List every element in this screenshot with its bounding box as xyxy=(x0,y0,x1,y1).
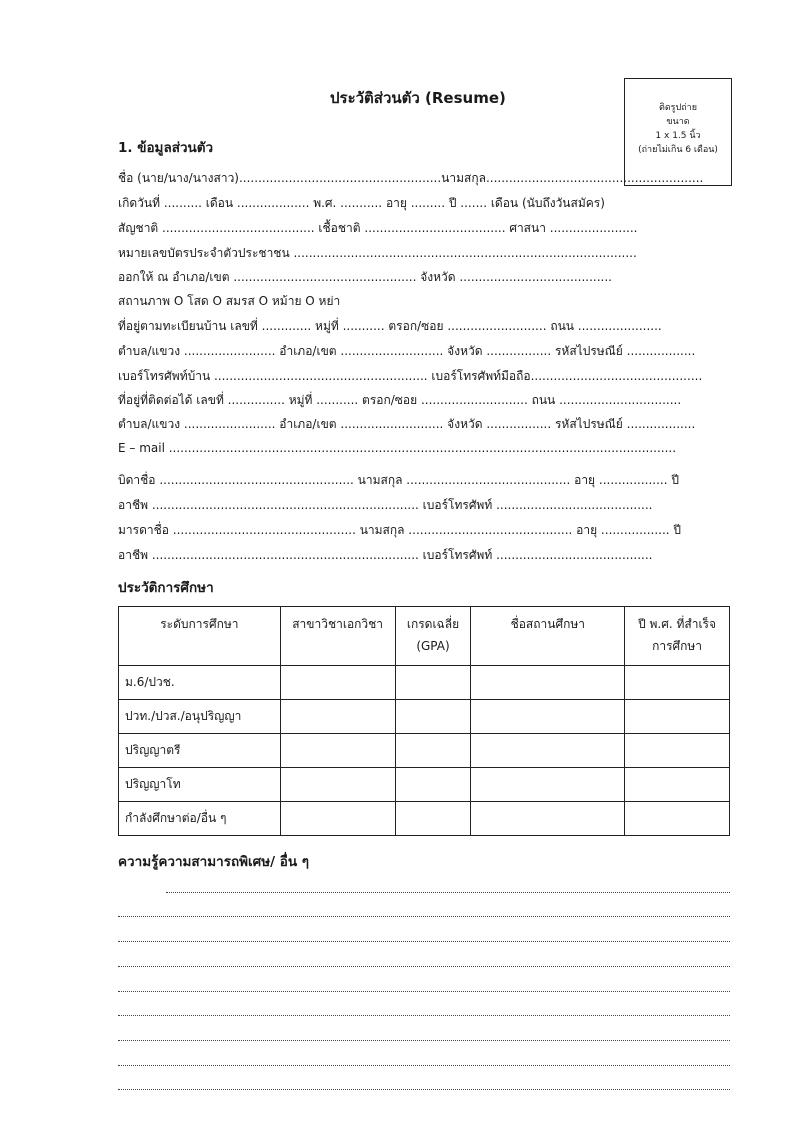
page-title: ประวัติส่วนตัว (Resume) xyxy=(330,89,506,107)
table-row xyxy=(119,768,730,802)
skills-line[interactable] xyxy=(118,1040,730,1041)
skills-line[interactable] xyxy=(118,991,730,992)
field-phone[interactable]: เบอร์โทรศัพท์บ้าน ........................................................ เบอร์โทรศัพท์มือถือ............................................. xyxy=(118,369,703,383)
skills-line[interactable] xyxy=(118,941,730,942)
table-cell[interactable] xyxy=(395,734,471,768)
row-label: กำลังศึกษาต่อ/อื่น ๆ xyxy=(119,802,281,836)
section-skills-heading: ความรู้ความสามารถพิเศษ/ อื่น ๆ xyxy=(118,854,310,870)
row-label: ปริญญาตรี xyxy=(119,734,281,768)
skills-line[interactable] xyxy=(118,1089,730,1090)
table-cell[interactable] xyxy=(395,768,471,802)
table-cell[interactable] xyxy=(395,802,471,836)
table-row xyxy=(119,700,730,734)
row-label: ม.6/ปวช. xyxy=(119,666,281,700)
photo-size-value: 1 x 1.5 นิ้ว xyxy=(655,131,701,141)
table-cell[interactable] xyxy=(625,666,730,700)
table-cell[interactable] xyxy=(395,666,471,700)
field-registered-district[interactable]: ตำบล/แขวง ........................ อำเภอ/เขต ........................... จังหวัด ................. รหัสไปรษณีย์ .................. xyxy=(118,344,696,358)
photo-label: ติดรูปถ่าย xyxy=(658,103,697,113)
table-cell[interactable] xyxy=(280,666,395,700)
field-id-card[interactable]: หมายเลขบัตรประจำตัวประชาชน .......................................................................................... xyxy=(118,246,637,260)
row-label: ปริญญาโท xyxy=(119,768,281,802)
field-father[interactable]: บิดาชื่อ ................................................... นามสกุล ........................................... อายุ .................. ปี xyxy=(118,473,679,487)
field-contact-address[interactable]: ที่อยู่ที่ติดต่อได้ เลขที่ ............... หมู่ที่ ........... ตรอก/ซอย ............................ ถนน ................................ xyxy=(118,393,682,407)
skills-line[interactable] xyxy=(118,966,730,967)
row-label: ปวท./ปวส./อนุปริญญา xyxy=(119,700,281,734)
table-cell[interactable] xyxy=(625,734,730,768)
photo-note: (ถ่ายไม่เกิน 6 เดือน) xyxy=(638,145,718,155)
field-father-occupation[interactable]: อาชีพ ...................................................................... เบอร์โทรศัพท์ ......................................... xyxy=(118,498,653,512)
table-row xyxy=(119,802,730,836)
education-table xyxy=(118,606,730,836)
col-gpa: เกรดเฉลี่ย (GPA) xyxy=(395,607,471,666)
skills-line[interactable] xyxy=(118,916,730,917)
table-cell[interactable] xyxy=(280,700,395,734)
field-mother[interactable]: มารดาชื่อ ................................................ นามสกุล ........................................... อายุ .................. ปี xyxy=(118,523,682,537)
table-cell[interactable] xyxy=(625,768,730,802)
table-cell[interactable] xyxy=(471,700,625,734)
field-email[interactable]: E – mail ..................................................................................................................................... xyxy=(118,441,677,455)
table-cell[interactable] xyxy=(471,666,625,700)
field-issued-at[interactable]: ออกให้ ณ อำเภอ/เขต ................................................ จังหวัด ........................................ xyxy=(118,270,612,284)
table-row xyxy=(119,734,730,768)
field-birthdate[interactable]: เกิดวันที่ .......... เดือน ................... พ.ศ. ........... อายุ ......... ปี ....... เดือน (นับถึงวันสมัคร) xyxy=(118,196,605,210)
col-school: ชื่อสถานศึกษา xyxy=(471,607,625,666)
table-cell[interactable] xyxy=(280,734,395,768)
field-registered-address[interactable]: ที่อยู่ตามทะเบียนบ้าน เลขที่ ............. หมู่ที่ ........... ตรอก/ซอย .......................... ถนน ...................... xyxy=(118,319,662,333)
education-header-row xyxy=(119,607,730,666)
photo-size-label: ขนาด xyxy=(666,117,690,127)
table-cell[interactable] xyxy=(280,768,395,802)
table-cell[interactable] xyxy=(395,700,471,734)
field-nationality[interactable]: สัญชาติ ........................................ เชื้อชาติ ..................................... ศาสนา ....................... xyxy=(118,221,638,235)
section-personal-heading: 1. ข้อมูลส่วนตัว xyxy=(118,140,214,156)
skills-line[interactable] xyxy=(118,1065,730,1066)
field-marital-status[interactable]: สถานภาพ O โสด O สมรส O หม้าย O หย่า xyxy=(118,294,341,308)
table-cell[interactable] xyxy=(625,700,730,734)
field-contact-district[interactable]: ตำบล/แขวง ........................ อำเภอ/เขต ........................... จังหวัด ................. รหัสไปรษณีย์ .................. xyxy=(118,417,696,431)
field-mother-occupation[interactable]: อาชีพ ...................................................................... เบอร์โทรศัพท์ ......................................... xyxy=(118,548,653,562)
table-cell[interactable] xyxy=(471,768,625,802)
col-level: ระดับการศึกษา xyxy=(119,607,281,666)
skills-line[interactable] xyxy=(118,1015,730,1016)
table-cell[interactable] xyxy=(471,802,625,836)
field-name[interactable]: ชื่อ (นาย/นาง/นางสาว).....................................................นามสกุล......................................................... xyxy=(118,171,704,185)
table-cell[interactable] xyxy=(471,734,625,768)
table-cell[interactable] xyxy=(280,802,395,836)
section-education-heading: ประวัติการศึกษา xyxy=(118,580,214,596)
table-row xyxy=(119,666,730,700)
skills-line[interactable] xyxy=(166,892,730,893)
col-major: สาขาวิชาเอกวิชา xyxy=(280,607,395,666)
table-cell[interactable] xyxy=(625,802,730,836)
col-year: ปี พ.ศ. ที่สำเร็จ การศึกษา xyxy=(625,607,730,666)
